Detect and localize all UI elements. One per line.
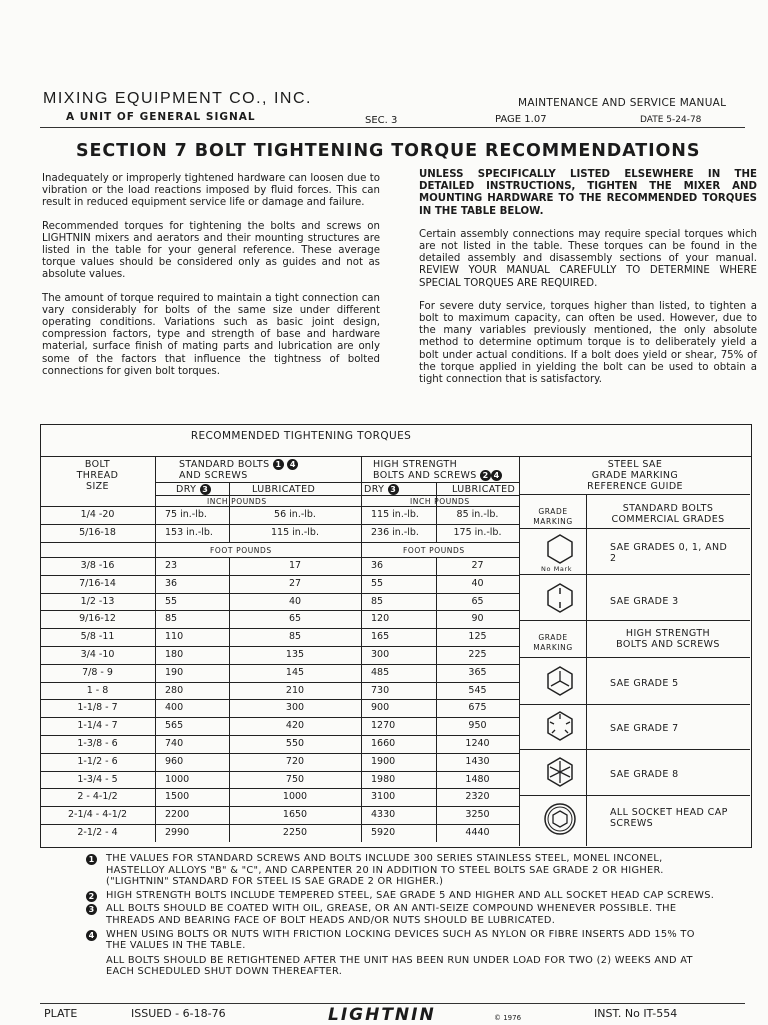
table-rule [40,717,519,718]
note-marker: 2 [86,891,97,902]
torque-cell: 180 [165,649,184,660]
torque-cell: 110 [165,631,184,643]
torque-cell: 36 [165,577,178,589]
torque-cell: 115 in.-lb. [371,509,419,520]
torque-cell: 1000 [165,773,190,785]
torque-cell: 300 [371,649,390,660]
torque-cell: 65 [471,595,484,607]
note-4-marker: 4 [287,459,298,470]
paragraph: Recommended torques for tightening the bolts and screws on LIGHTNIN mixers and aerators and their mounting structures are listed in the table for your general reference. These average torque values should be considered only as guides and not as absolute values. [42,220,380,281]
torque-cell: 900 [371,702,390,714]
torque-cell: 135 [285,649,305,660]
torque-cell: 1650 [282,809,308,821]
torque-cell: 27 [288,577,302,589]
brand-logo: LIGHTNIN [328,1005,436,1025]
torque-cell: 545 [468,684,487,696]
torque-cell: 1270 [371,720,396,732]
bolt-size-cell: 1-3/4 - 5 [77,773,118,785]
torque-cell: 565 [165,720,184,732]
torque-cell: 1240 [465,738,490,749]
column-header-dry: DRY 3 [364,484,399,495]
bolt-size-cell: 1-1/8 - 7 [77,702,118,714]
torque-cell: 65 [288,613,302,625]
socket-head-icon [542,801,578,837]
high-strength-heading: HIGH STRENGTH BOLTS AND SCREWS [616,628,720,650]
note-1-marker: 1 [273,459,284,470]
torque-cell: 236 in.-lb. [371,527,419,538]
torque-cell: 740 [165,738,184,749]
note-marker: 4 [86,930,97,941]
torque-cell: 2250 [282,827,308,838]
torque-cell: 1500 [165,791,190,803]
table-rule [40,542,519,543]
torque-cell: 56 in.-lb. [274,509,316,520]
bolt-size-cell: 1 - 8 [86,684,109,696]
torque-cell: 210 [285,684,305,696]
grade-label: SAE GRADE 3 [610,596,679,607]
table-rule [40,575,519,576]
torque-cell: 3250 [465,809,490,821]
note-marker: 1 [86,854,97,865]
table-rule [519,795,750,796]
company-name: MIXING EQUIPMENT CO., INC. [43,90,312,107]
hex-plain-icon [544,533,576,565]
torque-cell: 2320 [465,791,490,803]
paragraph: Certain assembly connections may require special torques which are not listed in the table. These torques can be found in the detailed assembly and disassembly sections of your manual. REVIEW YOUR MANUAL CAREFULLY TO DETERMINE WHERE SPECIAL TORQUES ARE REQUIRED. [419,228,757,289]
bolt-size-cell: 1-3/8 - 6 [77,738,118,749]
torque-cell: 55 [371,577,384,589]
header-rule [40,127,745,128]
retighten-note: ALL BOLTS SHOULD BE RETIGHTENED AFTER THE UNIT HAS BEEN RUN UNDER LOAD FOR TWO (2) WEEKS AND AT EACH SCHEDULED SHUT DOWN THEREAFTER. [106,954,693,978]
torque-cell: 730 [371,684,390,696]
table-rule [519,620,750,621]
bolt-size-cell: 5/8 -11 [80,631,115,643]
bolt-size-cell: 9/16-12 [79,613,116,625]
torque-cell: 950 [468,720,487,732]
standard-grades-heading: STANDARD BOLTS COMMERCIAL GRADES [611,503,725,525]
paragraph-emphasis: UNLESS SPECIFICALLY LISTED ELSEWHERE IN THE DETAILED INSTRUCTIONS, TIGHTEN THE MIXER AND MOUNTING HARDWARE TO THE RECOMMENDED TORQUES IN THE TABLE BELOW. [419,169,757,217]
table-rule [40,593,519,594]
torque-cell: 720 [285,755,305,767]
torque-cell: 85 [165,613,178,625]
table-caption: RECOMMENDED TIGHTENING TORQUES [190,430,412,442]
torque-cell: 90 [471,613,484,625]
table-rule [40,628,519,629]
paragraph: Inadequately or improperly tightened hardware can loosen due to vibration or the load reactions imposed by fluid forces. This can result in reduced equipment service life or damage and failure. [42,173,380,209]
torque-cell: 1000 [282,791,308,803]
column-header-lubricated: LUBRICATED [452,484,516,495]
table-rule [519,704,750,705]
footnote: 3 ALL BOLTS SHOULD BE COATED WITH OIL, GREASE, OR AN ANTI-SEIZE COMPOUND WHENEVER POSSIBLE. THE THREADS AND BEARING FACE OF BOLT HEADS AND/OR NUTS SHOULD BE LUBRICATED. [86,903,718,926]
column-header-lubricated: LUBRICATED [252,484,316,495]
unit-label: INCH POUNDS [207,497,267,506]
table-rule [40,456,751,457]
footnote: 1 THE VALUES FOR STANDARD SCREWS AND BOLTS INCLUDE 300 SERIES STAINLESS STEEL, MONEL INCONEL, HASTELLOY ALLOYS "B" & "C", AND CARPENTER 20 IN ADDITION TO STEEL BOLTS SAE GRADE 2 OR HIGHER. ("LIGHTNIN" STANDARD FOR STEEL IS SAE GRADE 2 OR HIGHER.) [86,853,718,888]
torque-cell: 225 [468,649,487,660]
hex-grade-5-icon [544,665,576,697]
bolt-size-cell: 1/4 -20 [80,509,115,520]
grade-marking-label: GRADE MARKING [533,633,573,652]
table-rule [40,806,519,807]
table-rule [40,735,519,736]
torque-cell: 1900 [371,755,396,767]
no-mark-label: No Mark [541,565,573,573]
table-rule [155,482,519,483]
grade-label: SAE GRADE 8 [610,769,679,780]
torque-cell: 400 [165,702,184,714]
footnotes [86,853,718,978]
torque-cell: 40 [288,595,302,607]
grade-label: SAE GRADES 0, 1, AND 2 [610,542,728,564]
torque-cell: 1430 [465,755,490,767]
subsidiary-line: A UNIT OF GENERAL SIGNAL [66,111,256,123]
grade-label: SAE GRADE 5 [610,678,679,689]
table-rule [519,749,750,750]
intro-left-column [42,173,380,389]
torque-cell: 3100 [371,791,396,803]
torque-cell: 2200 [165,809,190,821]
paragraph: For severe duty service, torques higher than listed, to tighten a bolt to maximum capacity, can often be used. However, due to the many variables previously mentioned, the only absolute method to determine optimum torque is to deliberately yield a bolt under actual conditions. If a bolt does yield or shear, 75% of the torque applied in yielding the bolt can be used to obtain a tight connection that is satisfactory. [419,300,757,386]
grade-label: ALL SOCKET HEAD CAP SCREWS [610,807,728,829]
torque-cell: 175 in.-lb. [453,527,502,538]
unit-label: FOOT POUNDS [210,546,272,555]
table-rule [519,657,750,658]
torque-cell: 280 [165,684,184,696]
footer-rule [40,1003,745,1004]
torque-cell: 5920 [371,827,396,838]
torque-cell: 165 [371,631,390,643]
torque-cell: 4440 [465,827,490,838]
table-rule [586,494,587,846]
torque-cell: 115 in.-lb. [271,527,319,538]
intro-right-column [419,169,757,397]
torque-cell: 17 [288,560,302,571]
table-rule [40,771,519,772]
torque-cell: 190 [165,666,184,678]
paragraph: The amount of torque required to maintain a tight connection can vary considerably for bolts of the same size under different operating conditions. Variations such as basic joint design, compression factors, type and strength of base and hardware material, surface finish of mating parts and lubrication are only some of the factors that influence the tightness of bolted connections for given bolt torques. [42,292,380,377]
note-marker: 3 [86,904,97,915]
bolt-size-cell: 1-1/2 - 6 [77,755,118,767]
grade-label: SAE GRADE 7 [610,723,679,734]
column-header-standard: STANDARD BOLTS 1 4 AND SCREWS [179,459,298,481]
bolt-size-cell: 5/16-18 [79,527,116,538]
footnote: 4 WHEN USING BOLTS OR NUTS WITH FRICTION LOCKING DEVICES SUCH AS NYLON OR FIBRE INSERTS ADD 15% TO THE VALUES IN THE TABLE. [86,929,718,952]
torque-cell: 300 [285,702,305,714]
note-4-marker: 4 [491,470,502,481]
table-rule [40,824,519,825]
torque-cell: 420 [285,720,305,732]
document-date: DATE 5-24-78 [640,115,702,125]
torque-cell: 750 [285,773,305,785]
torque-cell: 85 [371,595,384,607]
bolt-size-cell: 2-1/4 - 4-1/2 [68,809,127,821]
section-label: SEC. 3 [365,115,398,126]
bolt-size-cell: 2 - 4-1/2 [77,791,118,803]
unit-label: INCH POUNDS [410,497,470,506]
copyright: © 1976 [494,1014,522,1022]
table-rule [40,664,519,665]
torque-cell: 125 [468,631,487,643]
footnote: 2 HIGH STRENGTH BOLTS INCLUDE TEMPERED STEEL, SAE GRADE 5 AND HIGHER AND ALL SOCKET HEAD CAP SCREWS. [86,890,718,902]
table-rule [40,682,519,683]
table-rule [40,646,519,647]
bolt-size-cell: 3/4 -10 [80,649,115,660]
torque-cell: 75 in.-lb. [165,509,207,520]
issued-date: ISSUED - 6-18-76 [131,1007,226,1020]
bolt-size-cell: 2-1/2 - 4 [77,827,118,838]
torque-cell: 23 [165,560,178,571]
plate-label: PLATE [44,1007,78,1020]
table-rule [40,788,519,789]
torque-cell: 40 [471,577,484,589]
hex-grade-8-icon [544,756,576,788]
table-rule [519,574,750,575]
note-2-marker: 2 [480,470,491,481]
torque-cell: 1660 [371,738,396,749]
hex-grade-7-icon [544,710,576,742]
table-rule [155,456,156,842]
unit-label: FOOT POUNDS [403,546,465,555]
bolt-size-cell: 7/16-14 [79,577,116,589]
torque-cell: 550 [285,738,305,749]
bolt-size-cell: 1-1/4 - 7 [77,720,118,732]
table-rule [361,456,362,842]
bolt-size-cell: 7/8 - 9 [82,666,113,678]
torque-cell: 485 [371,666,390,678]
torque-cell: 2990 [165,827,190,838]
table-rule [40,699,519,700]
table-rule [40,753,519,754]
table-rule [519,494,750,495]
torque-cell: 1480 [465,773,490,785]
table-rule [155,495,519,496]
page-number: PAGE 1.07 [495,114,547,125]
column-header-high-strength: HIGH STRENGTH BOLTS AND SCREWS 2 4 [373,459,502,481]
grade-guide-title: STEEL SAE GRADE MARKING REFERENCE GUIDE [587,459,683,492]
torque-cell: 145 [285,666,305,678]
torque-cell: 36 [371,560,384,571]
torque-cell: 85 in.-lb. [456,509,499,520]
torque-cell: 1980 [371,773,396,785]
table-rule [40,557,519,558]
torque-cell: 120 [371,613,390,625]
torque-cell: 153 in.-lb. [165,527,213,538]
column-header-dry: DRY 3 [176,484,211,495]
manual-title: MAINTENANCE AND SERVICE MANUAL [518,97,727,109]
torque-cell: 55 [165,595,178,607]
column-header-bolt: BOLT THREAD SIZE [76,459,119,492]
table-rule [40,506,519,507]
table-rule [40,524,519,525]
torque-cell: 365 [468,666,487,678]
instruction-number: INST. No IT-554 [594,1007,678,1020]
table-rule [519,528,750,529]
torque-cell: 960 [165,755,184,767]
torque-cell: 4330 [371,809,396,821]
torque-cell: 85 [288,631,302,643]
hex-grade-3-icon [544,582,576,614]
page-title: SECTION 7 BOLT TIGHTENING TORQUE RECOMMENDATIONS [76,141,701,161]
torque-cell: 675 [468,702,487,714]
table-rule [40,610,519,611]
torque-cell: 27 [471,560,484,571]
grade-marking-label: GRADE MARKING [533,507,573,526]
bolt-size-cell: 1/2 -13 [80,595,115,607]
bolt-size-cell: 3/8 -16 [80,560,115,571]
